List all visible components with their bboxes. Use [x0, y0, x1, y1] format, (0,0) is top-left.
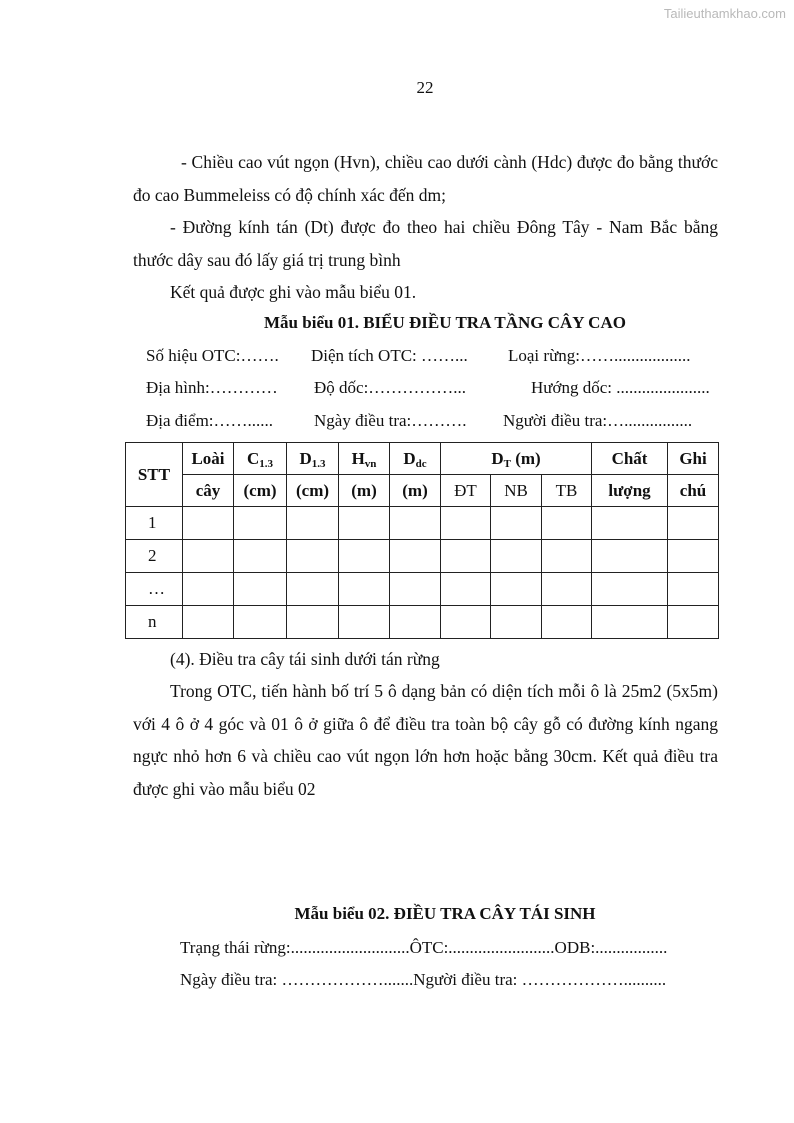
header-c13-unit: (cm) — [234, 475, 287, 507]
form02-line-1: Trạng thái rừng:............................ÔTC:.........................ODB:................. — [180, 938, 668, 957]
forest-type-field: Loại rừng:…….................. — [508, 346, 691, 365]
slope-field: Độ dốc:……………... — [314, 378, 467, 397]
header-dt-east-west: ĐT — [441, 475, 491, 507]
header-note-2: chú — [668, 475, 719, 507]
form01-table — [125, 442, 719, 639]
row-stt: 1 — [126, 507, 183, 540]
header-c13 — [234, 443, 287, 475]
paragraph-height-measurement: - Chiều cao vút ngọn (Hvn), chiều cao dưới cành (Hdc) được đo bằng thước đo cao Bummeleiss có độ chính xác đến dm; — [133, 152, 718, 205]
header-species: Loài — [183, 443, 234, 475]
header-dt-average: TB — [542, 475, 592, 507]
header-dt-north-south: NB — [491, 475, 542, 507]
survey-date-field: Ngày điều tra:………. — [314, 411, 467, 430]
slope-direction-field: Hướng dốc: ...................... — [531, 378, 710, 397]
header-c13-sub: 1.3 — [259, 457, 274, 470]
table-header-row — [126, 443, 719, 475]
header-d13-main: D — [299, 448, 312, 468]
header-dt-sub: T — [503, 457, 511, 470]
watermark: Tailieuthamkhao.com — [663, 6, 786, 21]
header-ddc-sub: dc — [415, 457, 427, 470]
otc-area-field: Diện tích OTC: ……... — [311, 346, 468, 365]
table-row — [126, 540, 719, 573]
otc-number-field: Số hiệu OTC:……. — [146, 346, 279, 365]
terrain-field: Địa hình:………… — [146, 378, 278, 397]
table-subheader-row — [126, 475, 719, 507]
paragraph-regeneration-method: Trong OTC, tiến hành bố trí 5 ô dạng bản có diện tích mỗi ô là 25m2 (5x5m) với 4 ô ở 4 góc và 01 ô ở giữa ô để điều tra toàn bộ cây gỗ có đường kính ngang ngực nhỏ hơn 6 và chiều cao vút ngọn lớn hơn hoặc bằng 30cm. Kết quả điều tra được ghi vào mẫu biểu 02 — [133, 681, 718, 799]
header-dt-unit: (m) — [510, 448, 541, 468]
header-ddc-main: D — [403, 448, 416, 468]
surveyor-field: Người điều tra:…................ — [503, 411, 693, 430]
header-stt: STT — [126, 443, 183, 507]
header-hvn-unit: (m) — [339, 475, 390, 507]
paragraph-crown-diameter: - Đường kính tán (Dt) được đo theo hai chiều Đông Tây - Nam Bắc bằng thước dây sau đó lấy giá trị trung bình — [133, 217, 718, 270]
header-species-2: cây — [183, 475, 234, 507]
section-regeneration-heading: (4). Điều tra cây tái sinh dưới tán rừng — [170, 649, 440, 669]
header-note: Ghi — [668, 443, 719, 475]
header-c13-main: C — [246, 448, 260, 468]
page-number: 22 — [416, 78, 434, 97]
form02-title: Mẫu biểu 02. ĐIỀU TRA CÂY TÁI SINH — [294, 904, 596, 923]
table-row — [126, 507, 719, 540]
header-d13 — [287, 443, 339, 475]
form02-line-2: Ngày điều tra: ……………….......Người điều tra: ……………….......... — [180, 970, 667, 989]
row-stt: n — [126, 606, 183, 639]
form01-title: Mẫu biểu 01. BIỂU ĐIỀU TRA TẦNG CÂY CAO — [264, 313, 626, 332]
table-row — [126, 573, 719, 606]
row-stt: … — [126, 573, 183, 606]
header-d13-unit: (cm) — [287, 475, 339, 507]
row-stt: 2 — [126, 540, 183, 573]
header-ddc-unit: (m) — [390, 475, 441, 507]
header-dt — [441, 443, 592, 475]
header-d13-sub: 1.3 — [311, 457, 326, 470]
header-quality: Chất — [592, 443, 668, 475]
header-hvn-main: H — [351, 448, 365, 468]
paragraph-result-note: Kết quả được ghi vào mẫu biểu 01. — [170, 282, 417, 302]
table-row — [126, 606, 719, 639]
header-hvn-sub: vn — [364, 457, 377, 470]
header-quality-2: lượng — [592, 475, 668, 507]
header-hvn — [339, 443, 390, 475]
header-ddc — [390, 443, 441, 475]
header-dt-main: D — [491, 448, 504, 468]
location-field: Địa điểm:……...... — [146, 411, 274, 430]
